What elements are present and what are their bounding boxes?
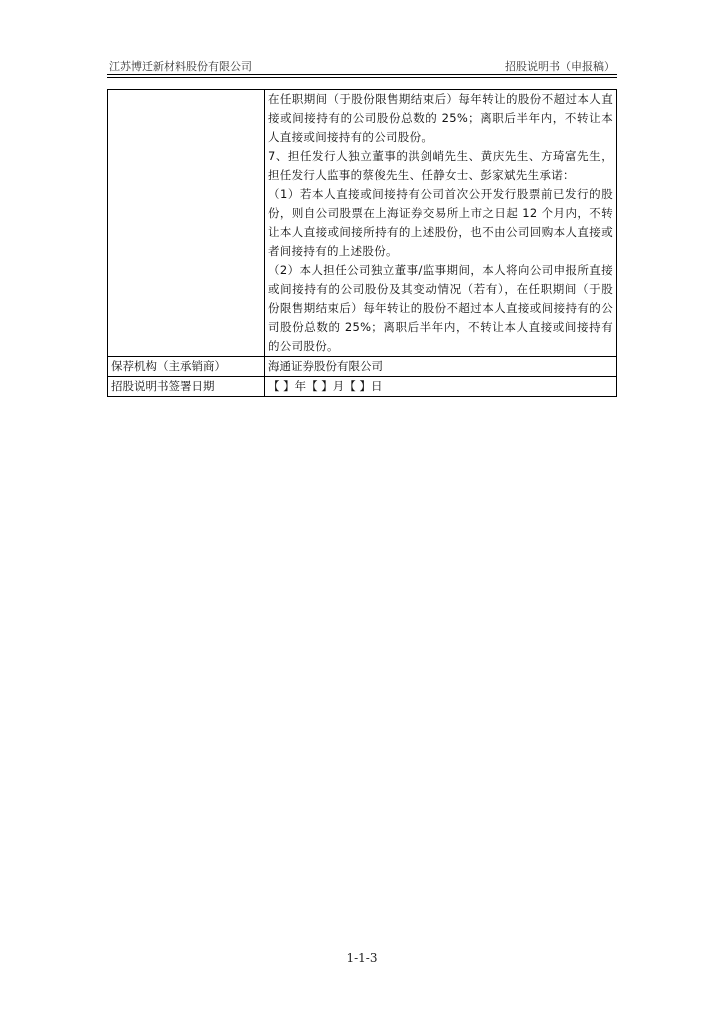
header-rule-thin (107, 77, 617, 78)
commitment-paragraph: 在任职期间（于股份限售期结束后）每年转让的股份不超过本人直接或间接持有的公司股份总数的 25%；离职后半年内，不转让本人直接或间接持有的公司股份。 (268, 92, 613, 144)
header-company-name: 江苏博迁新材料股份有限公司 (109, 60, 252, 73)
sponsor-label: 保荐机构（主承销商） (108, 357, 265, 377)
sponsor-value: 海通证券股份有限公司 (265, 357, 617, 377)
page-number: 1-1-3 (346, 951, 378, 965)
table-row (108, 377, 617, 397)
row-label-empty (108, 90, 265, 357)
signing-date-value: 【 】年【 】月【 】日 (265, 377, 617, 397)
commitment-paragraph: （1）若本人直接或间接持有公司首次公开发行股票前已发行的股份，则自公司股票在上海证券交易所上市之日起 12 个月内，不转让本人直接或间接所持有的上述股份，也不由公司回购本人直接或者间接持有的上述股份。 (268, 187, 613, 258)
commitment-paragraph: （2）本人担任公司独立董事/监事期间，本人将向公司申报所直接或间接持有的公司股份及其变动情况（若有），在任职期间（于股份限售期结束后）每年转让的股份不超过本人直接或间接持有的公司股份总数的 25%；离职后半年内，不转让本人直接或间接持有的公司股份。 (268, 263, 613, 353)
commitment-paragraph: 7、担任发行人独立董事的洪剑峭先生、黄庆先生、方琦富先生，担任发行人监事的蔡俊先生、任静女士、彭家斌先生承诺： (268, 149, 613, 182)
commitment-text-cell (265, 90, 617, 357)
info-table (107, 89, 617, 397)
table-row (108, 90, 617, 357)
header-rule (107, 74, 617, 75)
header-document-title: 招股说明书（申报稿） (505, 60, 615, 73)
table-row (108, 357, 617, 377)
page-header (107, 56, 617, 76)
signing-date-label: 招股说明书签署日期 (108, 377, 265, 397)
